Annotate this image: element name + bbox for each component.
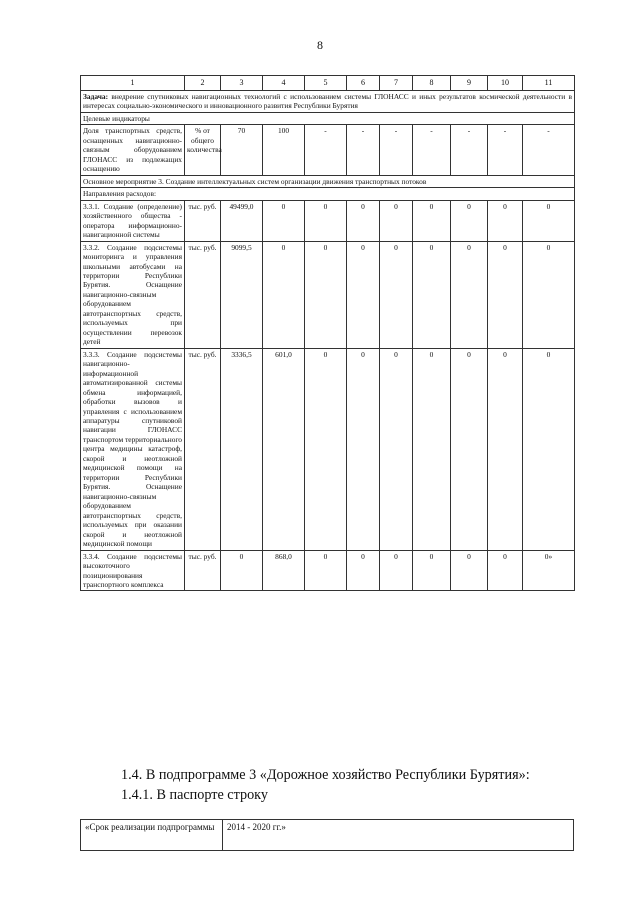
program-table <box>80 75 575 591</box>
indicator-value: - <box>451 125 488 175</box>
expense-value: 0 <box>305 200 347 241</box>
expense-value: 49499,0 <box>221 200 263 241</box>
column-number: 9 <box>451 76 488 91</box>
table-row <box>81 348 575 550</box>
task-text: внедрение спутниковых навигационных технологий с использованием системы ГЛОНАСС и иных результатов космической деятельности в интересах социально-экономического и инновационного развития Республики Бурятия <box>83 92 572 111</box>
task-label: Задача: <box>83 92 109 101</box>
expense-value: 0 <box>413 241 451 348</box>
expense-value: 0 <box>305 348 347 550</box>
main-event-label: Основное мероприятие 3. Создание интеллектуальных систем организации движения транспортных потоков <box>81 175 575 187</box>
column-number: 3 <box>221 76 263 91</box>
page-number: 8 <box>317 38 323 52</box>
expense-value: 0 <box>305 550 347 591</box>
column-number: 8 <box>413 76 451 91</box>
expense-unit: тыс. руб. <box>185 550 221 591</box>
expense-name: 3.3.2. Создание подсистемы мониторинга и управления школьными автобусами на территории Республики Бурятия. Оснащение навигационно-связным оборудованием автотранспортных средств, используемых при осуществлении перевозок детей <box>81 241 185 348</box>
expense-name: 3.3.4. Создание подсистемы высокоточного позиционирования транспортного комплекса <box>81 550 185 591</box>
expense-unit: тыс. руб. <box>185 348 221 550</box>
expense-value: 0 <box>380 550 413 591</box>
indicator-value: - <box>347 125 380 175</box>
expense-value: 0 <box>523 348 575 550</box>
expense-value: 0 <box>488 348 523 550</box>
indicator-value: - <box>413 125 451 175</box>
indicator-value: - <box>305 125 347 175</box>
passport-value: 2014 - 2020 гг.» <box>223 820 574 851</box>
expense-value: 0 <box>413 348 451 550</box>
passport-label: «Срок реализации подпрограммы <box>81 820 223 851</box>
task-cell <box>81 91 575 113</box>
expense-value: 0 <box>380 200 413 241</box>
expense-value: 868,0 <box>263 550 305 591</box>
expense-name: 3.3.1. Создание (определение) хозяйственного общества - оператора информационно-навигационной системы <box>81 200 185 241</box>
expense-name: 3.3.3. Создание подсистемы навигационно-информационной автоматизированной системы обмена информацией, обработки вызовов и управления с использованием аппаратуры спутниковой навигации ГЛОНАСС транспортом территориального центра медицины катастроф, скорой и неотложной медицинской помощи на территории Республики Бурятия. Оснащение навигационно-связным оборудованием автотранспортных средств, используемых при оказании скорой и неотложной медицинской помощи <box>81 348 185 550</box>
paragraph-subprogram-3: 1.4. В подпрограмме 3 «Дорожное хозяйство Республики Бурятия»: <box>121 767 530 783</box>
indicator-value: - <box>523 125 575 175</box>
expense-value: 0 <box>347 200 380 241</box>
table-row <box>81 241 575 348</box>
expense-value: 0» <box>523 550 575 591</box>
indicator-unit: % от общего количества <box>185 125 221 175</box>
column-number: 4 <box>263 76 305 91</box>
targets-row <box>81 112 575 124</box>
column-number: 7 <box>380 76 413 91</box>
indicator-value: 70 <box>221 125 263 175</box>
table-row <box>81 200 575 241</box>
expense-value: 0 <box>523 241 575 348</box>
indicator-name: Доля транспортных средств, оснащенных навигационно-связным оборудованием ГЛОНАСС из подлежащих оснащению <box>81 125 185 175</box>
expense-value: 0 <box>413 200 451 241</box>
expense-value: 0 <box>488 550 523 591</box>
expense-value: 0 <box>380 241 413 348</box>
expense-value: 0 <box>451 200 488 241</box>
indicator-value: 100 <box>263 125 305 175</box>
column-number: 10 <box>488 76 523 91</box>
targets-label: Целевые индикаторы <box>81 112 575 124</box>
task-row <box>81 91 575 113</box>
column-number: 11 <box>523 76 575 91</box>
expense-value: 0 <box>347 348 380 550</box>
expense-value: 601,0 <box>263 348 305 550</box>
expense-value: 0 <box>263 200 305 241</box>
expense-value: 0 <box>451 241 488 348</box>
expenses-row <box>81 188 575 200</box>
main-event-row <box>81 175 575 187</box>
expense-value: 0 <box>451 550 488 591</box>
expense-value: 9099,5 <box>221 241 263 348</box>
column-number: 6 <box>347 76 380 91</box>
column-number: 5 <box>305 76 347 91</box>
expense-value: 0 <box>488 241 523 348</box>
paragraph-passport-line: 1.4.1. В паспорте строку <box>121 787 268 803</box>
table-row <box>81 550 575 591</box>
column-number-row <box>81 76 575 91</box>
expense-value: 0 <box>451 348 488 550</box>
column-number: 2 <box>185 76 221 91</box>
expense-value: 0 <box>305 241 347 348</box>
indicator-value: - <box>380 125 413 175</box>
expense-value: 0 <box>347 550 380 591</box>
expense-value: 0 <box>413 550 451 591</box>
expense-value: 0 <box>263 241 305 348</box>
column-number: 1 <box>81 76 185 91</box>
expense-value: 3336,5 <box>221 348 263 550</box>
expense-value: 0 <box>347 241 380 348</box>
table-row <box>81 820 574 851</box>
indicator-row <box>81 125 575 175</box>
expense-value: 0 <box>221 550 263 591</box>
indicator-value: - <box>488 125 523 175</box>
expense-value: 0 <box>523 200 575 241</box>
passport-table <box>80 819 574 851</box>
expense-value: 0 <box>380 348 413 550</box>
expense-value: 0 <box>488 200 523 241</box>
expense-unit: тыс. руб. <box>185 200 221 241</box>
expenses-label: Направления расходов: <box>81 188 575 200</box>
expense-unit: тыс. руб. <box>185 241 221 348</box>
